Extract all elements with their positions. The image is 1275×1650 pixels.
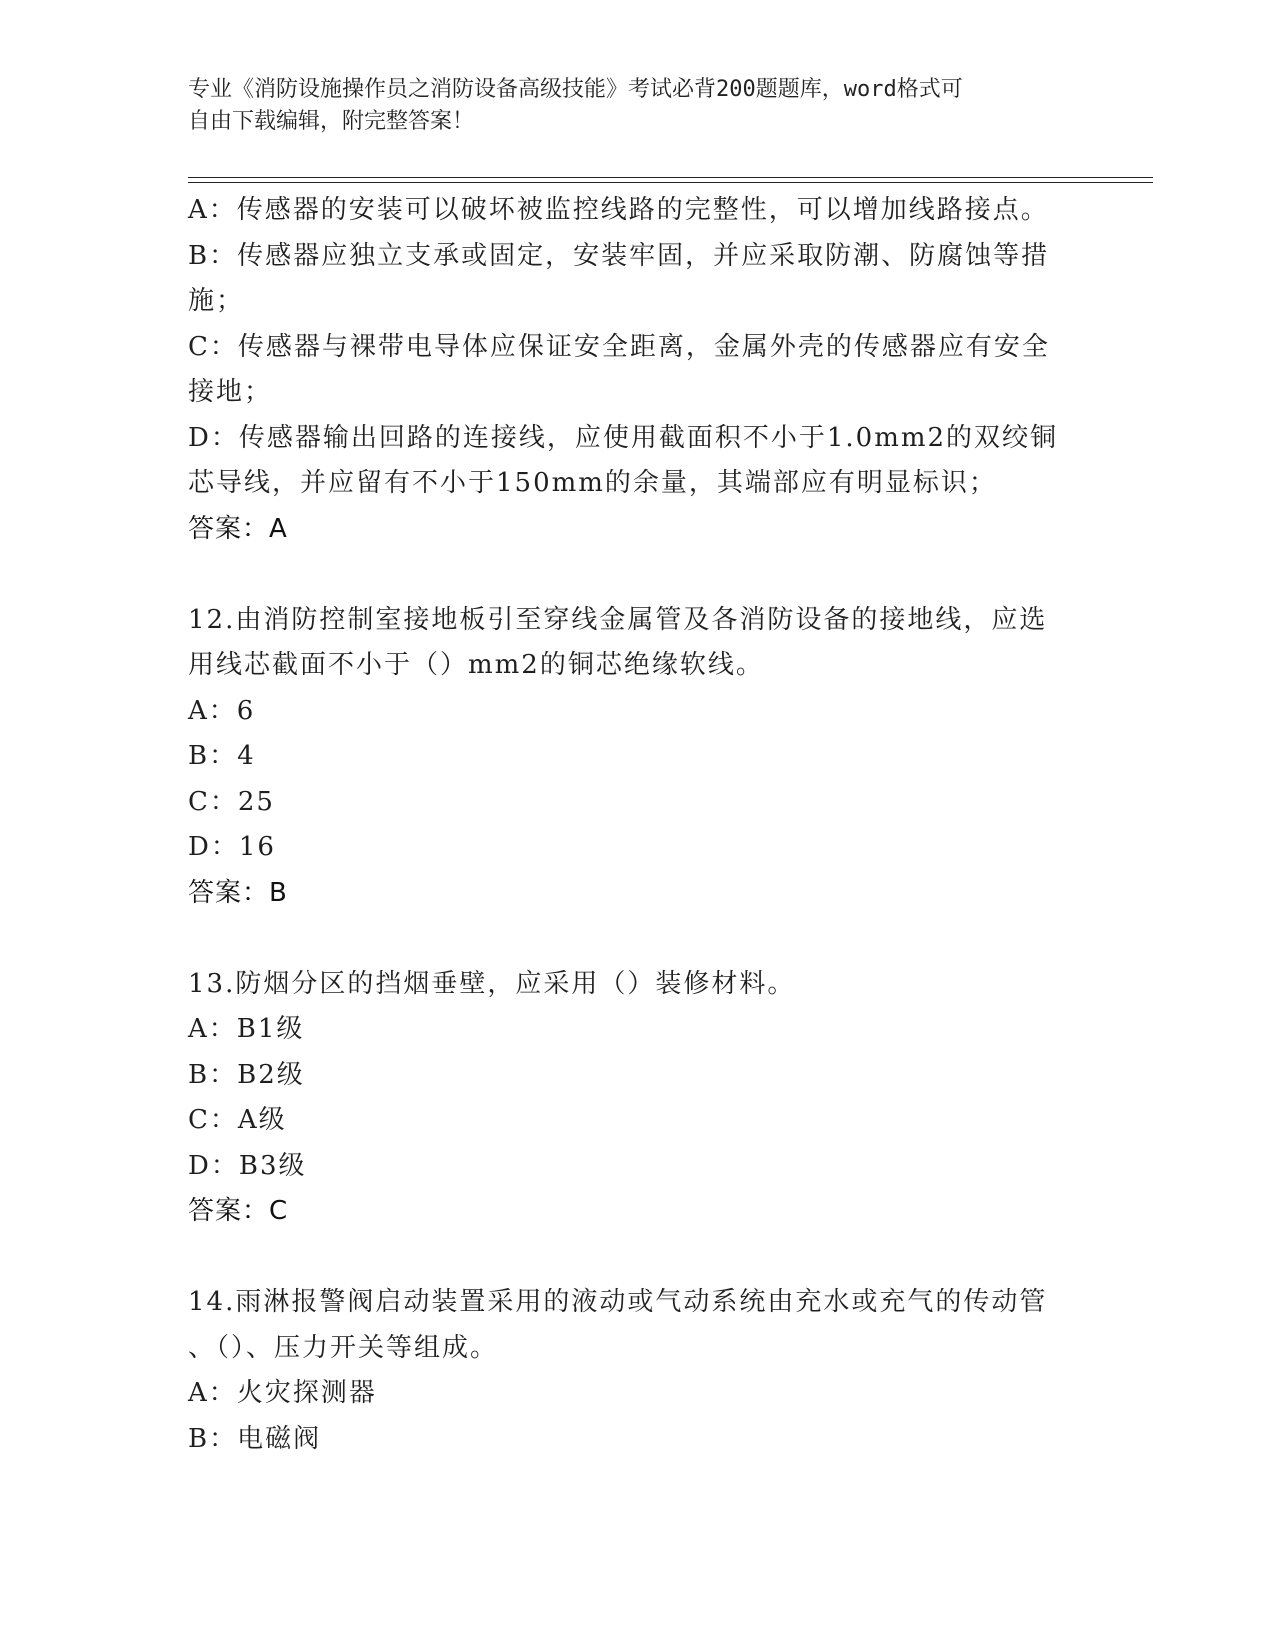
answer-label: 答案：C: [188, 1196, 289, 1226]
question-stem-line-2: 用线芯截面不小于（）mm2的铜芯绝缘软线。: [188, 650, 764, 680]
question-14: [188, 1280, 1088, 1462]
spacer: [188, 552, 1088, 598]
answer-label: 答案：A: [188, 513, 288, 544]
option-a: A：火灾探测器: [188, 1378, 377, 1408]
document-header: [188, 74, 1068, 138]
option-b-line-1: B：传感器应独立支承或固定，安装牢固，并应采取防潮、防腐蚀等措: [188, 240, 1050, 271]
question-content: [188, 188, 1088, 1462]
header-divider-bottom: [188, 182, 1153, 183]
option-c-line-2: 接地；: [188, 377, 273, 407]
question-stem: 13.防烟分区的挡烟垂壁，应采用（）装修材料。: [188, 968, 796, 999]
question-11-options: [188, 188, 1088, 552]
option-b: B：4: [188, 741, 256, 771]
option-a: A：6: [188, 695, 256, 726]
option-c: C：25: [188, 786, 275, 817]
question-13: [188, 962, 1088, 1235]
option-d-line-2: 芯导线，并应留有不小于150mm的余量，其端部应有明显标识；: [188, 468, 997, 498]
option-b: B：B2级: [188, 1059, 305, 1090]
option-a: A：传感器的安装可以破坏被监控线路的完整性，可以增加线路接点。: [188, 195, 1049, 225]
option-a: A：B1级: [188, 1014, 305, 1044]
header-line-2: 自由下载编辑，附完整答案！: [188, 109, 475, 134]
header-divider-top: [188, 177, 1153, 178]
option-b: B：电磁阀: [188, 1423, 322, 1454]
option-c: C：A级: [188, 1105, 287, 1135]
option-d-line-1: D：传感器输出回路的连接线，应使用截面积不小于1.0mm2的双绞铜: [188, 422, 1059, 453]
answer-label: 答案：B: [188, 877, 288, 908]
spacer: [188, 1235, 1088, 1281]
question-stem-line-1: 14.雨淋报警阀启动装置采用的液动或气动系统由充水或充气的传动管: [188, 1287, 1048, 1317]
option-d: D：B3级: [188, 1150, 307, 1181]
question-stem-line-2: 、（）、压力开关等组成。: [188, 1332, 499, 1363]
spacer: [188, 916, 1088, 962]
question-stem-line-1: 12.由消防控制室接地板引至穿线金属管及各消防设备的接地线，应选: [188, 604, 1048, 635]
question-12: [188, 598, 1088, 917]
option-b-line-2: 施；: [188, 286, 245, 316]
option-d: D：16: [188, 832, 276, 862]
option-c-line-1: C：传感器与裸带电导体应保证安全距离，金属外壳的传感器应有安全: [188, 331, 1050, 362]
header-line-1: 专业《消防设施操作员之消防设备高级技能》考试必背200题题库，word格式可: [188, 77, 963, 102]
